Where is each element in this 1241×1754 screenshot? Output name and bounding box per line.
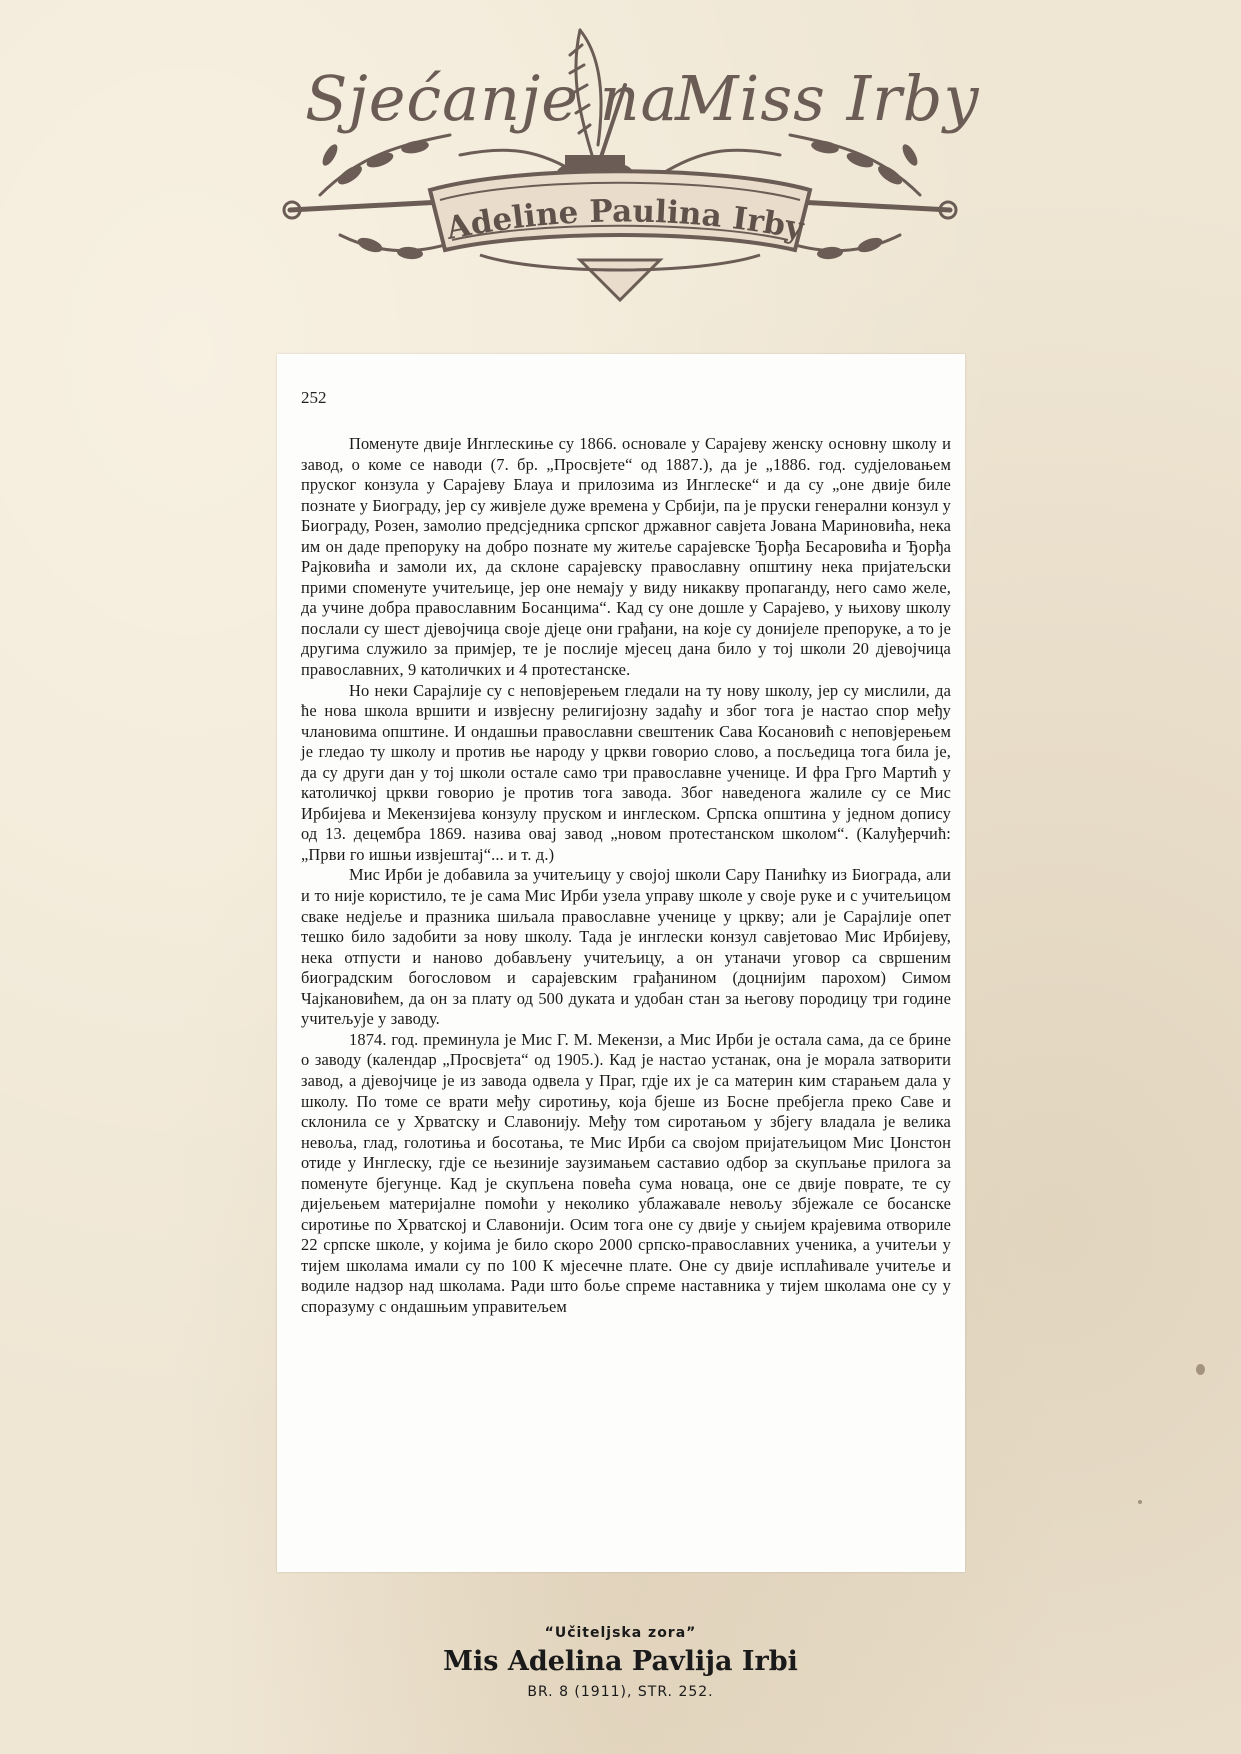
page-number: 252 (301, 388, 327, 407)
paragraph-2: Но неки Сарајлије су с неповјерењем гледали на ту нову школу, јер су мислили, да ће нова школа вршити и извјесну религијозну задаћу и због тога је настао спор међу члановима општине. И ондашњи православни свештеник Сава Косановић с неповјерењем је гледао ту школу и против ње народу у цркви говорио слово, а посљедица тога била је, да су други дан у тој школи остале само три православне ученице. И фра Грго Мартић у католичкој цркви говорио је против тога завода. Због наведенога жалиле су се Мис Ирбијева и Мекензијева конзулу пруском и инглеском. Српска општина у једном допису од 13. децембра 1869. назива овај завод „новом протестанском школом“. (Калуђерчић: „Први го ишњи извјештај“... и т. д.) (301, 680, 951, 864)
header-emblem (0, 0, 1241, 330)
caption-reference: BR. 8 (1911), STR. 252. (527, 1684, 714, 1700)
caption-source: “Učiteljska zora” (544, 1625, 697, 1641)
paragraph-3: Мис Ирби је добавила за учитељицу у својој школи Сару Панићку из Биограда, али и то није користило, те је сама Мис Ирби узела управу школе у своје руке и с учитељицом сваке недјеље и празника шиљала православне ученице у цркву; али је Сарајлије опет тешко било задобити за нову школу. Тада је инглески конзул савјетовао Мис Ирбијеву, нека отпусти и наново добављену учитељицу, а он утаначи уговор са свршеним биоградским богословом и сарајевским грађанином (доцнијим парохом) Симом Чајкановићем, да он за плату од 500 дуката и удобан стан за његову породицу три године учитељује у заводу. (301, 865, 951, 1029)
paragraph-1: Поменуте двије Инглескиње су 1866. основале у Сарајеву женску основну школу и завод, о коме се наводи (7. бр. „Просвјете“ од 1887.), да је „1886. год. судјеловањем пруског конзула у Сарајеву Блауа и прилозима из Инглеске“ и да су „оне двије биле познате у Биограду, јер су живјеле дуже времена у Србији, па је пруски генерални конзул у Биограду, Розен, замолио предсједника српског државног савјета Јована Мариновића, нека им он даде препоруку на добро познате му житеље сарајевске Ђорђа Бесаровића и Ђорђа Рајковића и замоли их, да склоне сарајевску православну општину нека пријатељски прими споменуте учитељице, јер оне немају у виду никакву пропаганду, него само желе, да учине добра православним Босанцима“. Кад су оне дошле у Сарајево, у њихову школу послали су шест дјевојчица своје дјеце они грађани, на које су донијеле препоруке, а то је другима служило за примјер, те је послије мјесец дана било у тој школи 20 дјевојчица православних, 9 католичких и 4 протестанске. (301, 434, 952, 680)
script-title-left: Sjećanje na (305, 62, 679, 135)
paper-speck (1138, 1500, 1142, 1504)
paper-speck (1196, 1364, 1205, 1375)
caption-title: Mis Adelina Pavlija Irbi (443, 1646, 798, 1677)
script-title-right: Miss Irby (675, 62, 980, 135)
ribbon-text: Adeline Paulina Irby (443, 193, 807, 248)
paragraph-4: 1874. год. преминула је Мис Г. М. Мекензи, а Мис Ирби је остала сама, да се брине о заводу (календар „Просвјета“ од 1905.). Кад је настао устанак, она је морала затворити завод, а дјевојчице је из завода одвела у Праг, гдје их је са материн ким старањем дала у школу. По томе се врати међу сиротињу, која бјеше из Босне пребјегла преко Саве и склонила се у Хрватску и Славонију. Међу том сиротањом у збјегу владала је велика невоља, глад, голотиња и босотања, те Мис Ирби са својом пријатељицом Мис Џонстон отиде у Инглеску, гдје се њезиније заузимањем саставио одбор за скупљање прилога за поменуте бјегунце. Кад је скупљена повећа сума новаца, оне се двије поврате, те су дијељењем материјалне помоћи у неколико ублажавале невољу збјежале се босанске сиротиње по Хрватској и Славонији. Осим тога оне су двије у сњијем крајевима отвориле 22 српске школе, у којима је било скоро 2000 српско-православних ученика, а учитељи у тијем школама имали су по 100 К мјесечне плате. Оне су двије исплаћивале учитеље и водиле надзор над школама. Ради што боље спреме наставника у тијем школама оне су у споразуму с ондашњим управитељем (301, 1029, 951, 1316)
scanned-page (277, 354, 965, 1572)
page-body (301, 434, 951, 1318)
